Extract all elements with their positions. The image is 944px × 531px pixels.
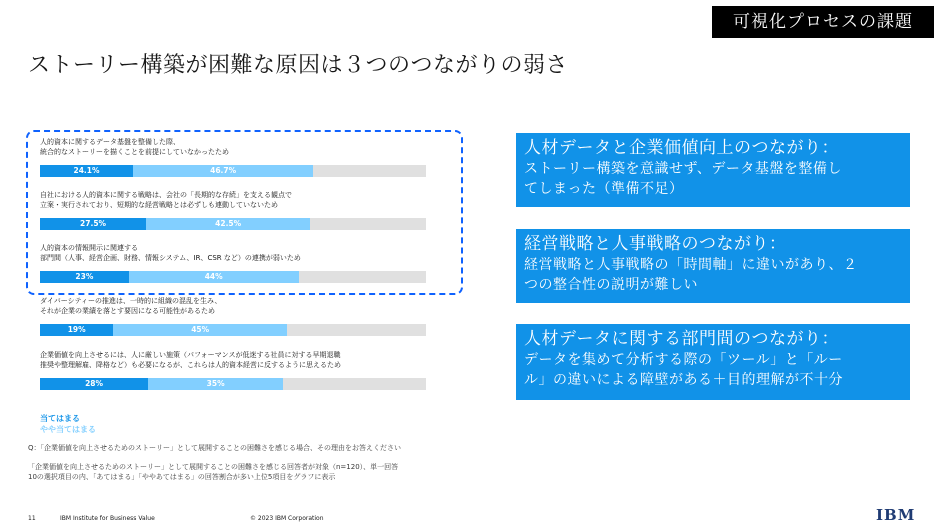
bar-track: [40, 271, 426, 283]
category-label-line: 人的資本の情報開示に関連する: [40, 244, 138, 252]
survey-question: Q：「企業価値を向上させるためのストーリー」として展開することの困難さを感じる場合、その理由をお答えください: [28, 444, 402, 452]
category-label-line: それが企業の業績を落とす要因になる可能性があるため: [40, 307, 215, 315]
footer-copyright: © 2023 IBM Corporation: [250, 515, 324, 522]
insight-card-1-title: 人材データと企業価値向上のつながり：: [524, 138, 839, 158]
insight-card-2-title: 経営戦略と人事戦略のつながり：: [524, 234, 787, 254]
insight-card-2: [516, 229, 910, 303]
insight-card-3: [516, 324, 910, 400]
category-label-line: 推奨や整理解雇、降格など）も必要になるが、これらは人的資本経営に反するように思えるため: [40, 361, 341, 369]
section-tag: 可視化プロセスの課題: [712, 6, 934, 38]
category-label-line: 統合的なストーリーを描くことを前提にしていなかったため: [40, 148, 229, 156]
ibm-logo: IBM: [876, 506, 916, 524]
bar-agree: 27.5%: [40, 218, 146, 230]
chart-legend: [40, 413, 96, 435]
insight-card-3-title: 人材データに関する部門間のつながり：: [524, 329, 839, 349]
insight-card-3-line1: データを集めて分析する際の「ツール」と「ルー: [524, 352, 843, 368]
bar-track: [40, 165, 426, 177]
legend-item-somewhat-agree: やや当てはまる: [40, 425, 96, 434]
chart-row: [40, 243, 426, 281]
insight-card-2-line1: 経営戦略と人事戦略の「時間軸」に違いがあり、２: [524, 257, 858, 273]
bar-track: [40, 378, 426, 390]
bar-somewhat-agree: 35%: [148, 378, 283, 390]
bar-track: [40, 218, 426, 230]
bar-somewhat-agree: 46.7%: [133, 165, 313, 177]
bar-somewhat-agree: 45%: [113, 324, 287, 336]
bar-somewhat-agree: 44%: [129, 271, 299, 283]
category-label-line: 自社における人的資本に関する戦略は、会社の「長期的な存続」を支える観点で: [40, 191, 292, 199]
bar-agree: 28%: [40, 378, 148, 390]
bar-agree: 19%: [40, 324, 113, 336]
legend-item-agree: 当てはまる: [40, 414, 80, 423]
page-number: 11: [28, 515, 36, 522]
page-title: ストーリー構築が困難な原因は３つのつながりの弱さ: [28, 53, 569, 78]
method-note-line2: 10の選択項目の内、「あてはまる」「ややあてはまる」の回答割合が多い上位5項目をグラフに表示: [28, 473, 336, 481]
bar-agree: 24.1%: [40, 165, 133, 177]
insight-card-1-line1: ストーリー構築を意識せず、データ基盤を整備し: [524, 161, 842, 177]
category-label-line: 立案・実行されており、短期的な経営戦略とは必ずしも連動していないため: [40, 201, 278, 209]
category-label-line: 人的資本に関するデータ基盤を整備した際、: [40, 138, 180, 146]
chart-row: [40, 190, 426, 228]
bar-agree: 23%: [40, 271, 129, 283]
insight-card-1: [516, 133, 910, 207]
chart-row: [40, 350, 426, 388]
method-note-line1: 「企業価値を向上させるためのストーリー」として展開することの困難さを感じる回答者が対象（n=120）、単一回答: [28, 463, 399, 471]
insight-card-3-line2: ル」の違いによる障壁がある＋目的理解が不十分: [524, 372, 843, 388]
chart-row: [40, 137, 426, 175]
insight-card-2-line2: つの整合性の説明が難しい: [524, 277, 698, 293]
category-label-line: 部門間（人事、経営企画、財務、情報システム、IR、CSR など）の連携が弱いため: [40, 254, 301, 262]
insight-card-1-line2: てしまった（準備不足）: [524, 181, 684, 197]
bar-track: [40, 324, 426, 336]
footer-org: IBM Institute for Business Value: [60, 515, 155, 522]
category-label-line: 企業価値を向上させるには、人に厳しい施策（パフォーマンスが低迷する社員に対する早期退職: [40, 351, 341, 359]
category-label-line: ダイバーシティーの推進は、一時的に組織の混乱を生み、: [40, 297, 222, 305]
bar-somewhat-agree: 42.5%: [146, 218, 310, 230]
chart-row: [40, 296, 426, 334]
